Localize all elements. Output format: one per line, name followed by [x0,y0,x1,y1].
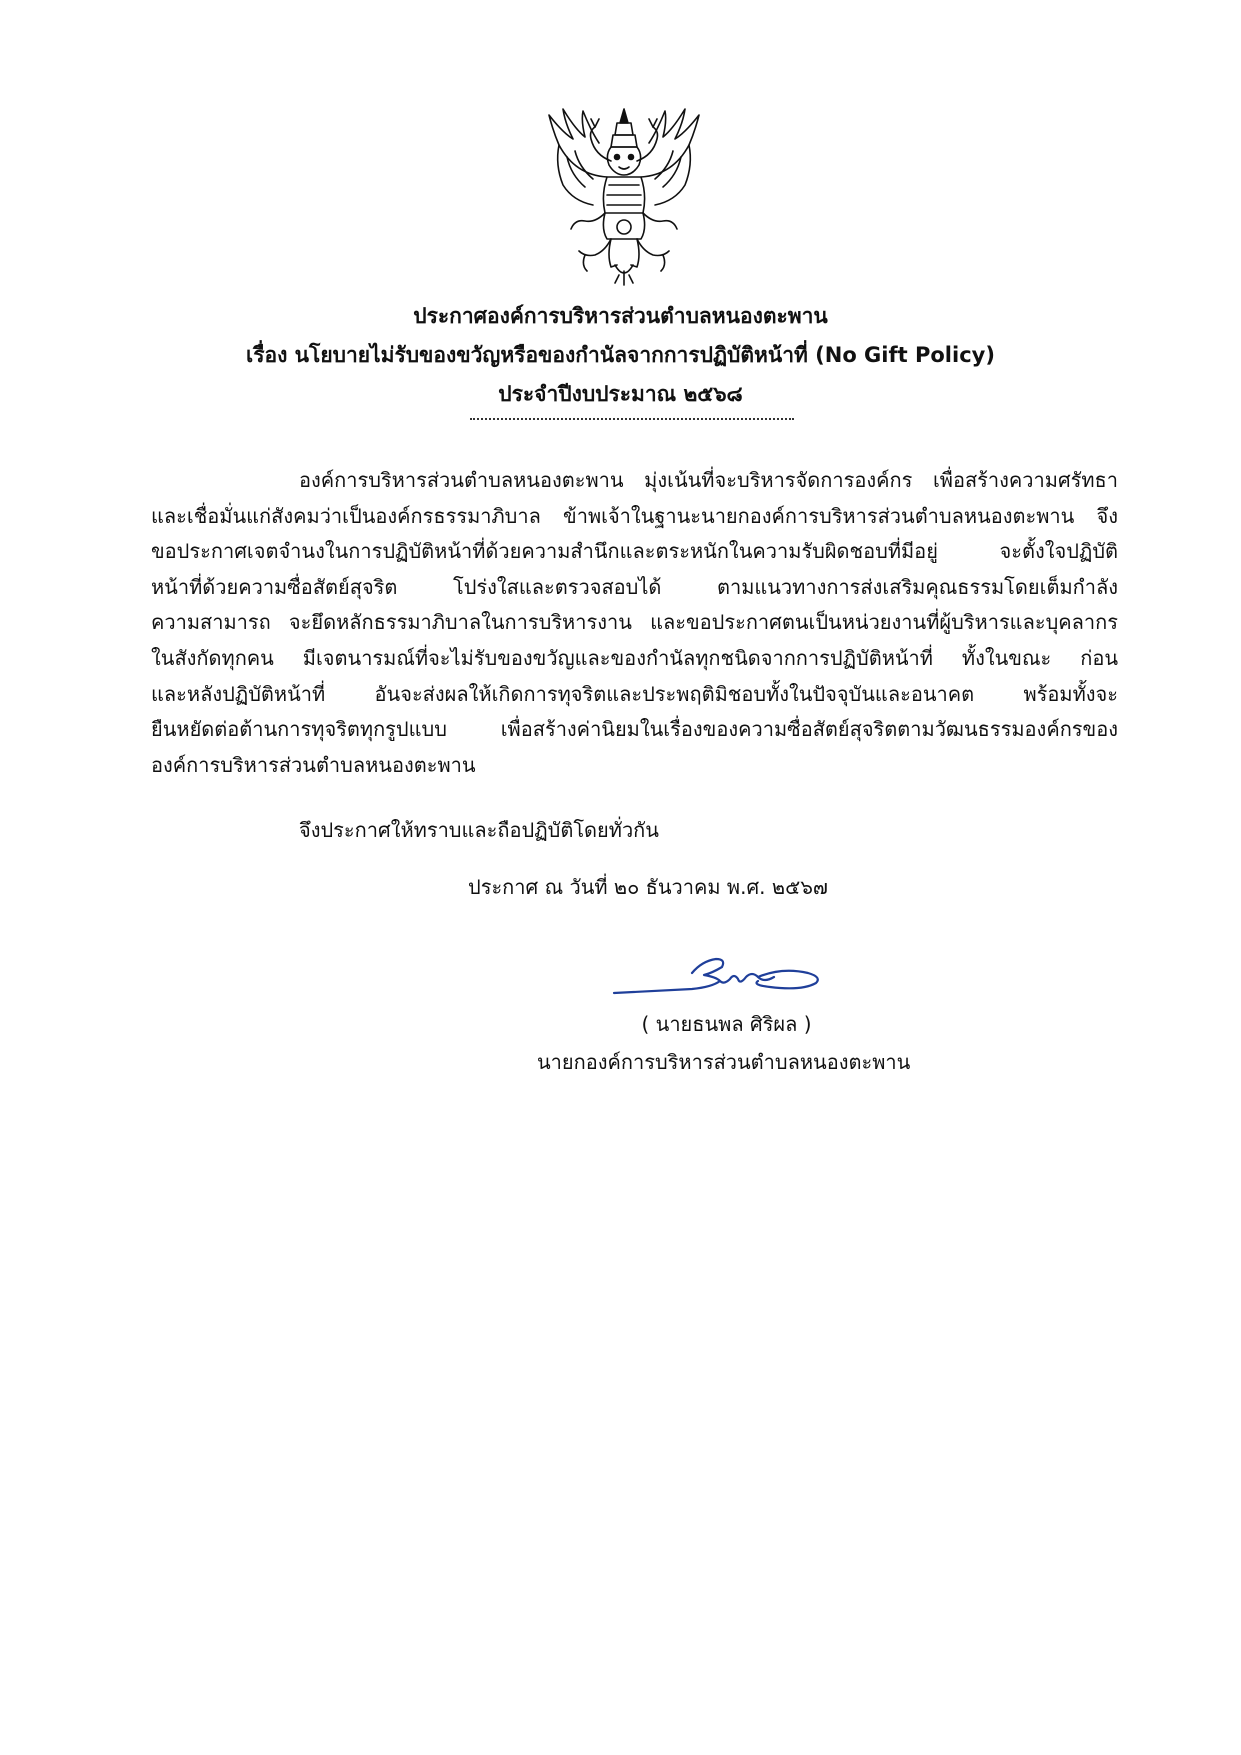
body-line: และเชื่อมั่นแก่สังคมว่าเป็นองค์กรธรรมาภิบาล ข้าพเจ้าในฐานะนายกองค์การบริหารส่วนตำบลหนองตะพาน จึง [151,503,1118,528]
closing-statement: จึงประกาศให้ทราบและถือปฏิบัติโดยทั่วกัน [299,818,659,842]
signer-title: นายกองค์การบริหารส่วนตำบลหนองตะพาน [537,1050,911,1074]
body-line: ยืนหยัดต่อต้านการทุจริตทุกรูปแบบ เพื่อสร้างค่านิยมในเรื่องของความซื่อสัตย์สุจริตตามวัฒนธรรมองค์กรของ [151,717,1118,742]
signer-name: ( นายธนพล ศิริผล ) [641,1012,812,1036]
header-subject: เรื่อง นโยบายไม่รับของขวัญหรือของกำนัลจากการปฏิบัติหน้าที่ (No Gift Policy) [246,343,995,367]
body-line: หน้าที่ด้วยความซื่อสัตย์สุจริต โปร่งใสและตรวจสอบได้ ตามแนวทางการส่งเสริมคุณธรรมโดยเต็มกำลัง [151,574,1118,599]
header-title: ประกาศองค์การบริหารส่วนตำบลหนองตะพาน [413,304,828,328]
header-fiscal-year: ประจำปีงบประมาณ ๒๕๖๘ [498,382,743,406]
body-line: ในสังกัดทุกคน มีเจตนารมณ์ที่จะไม่รับของขวัญและของกำนัลทุกชนิดจากการปฏิบัติหน้าที่ ทั้งในขณะ ก่อน [151,645,1118,670]
announcement-header [0,297,1241,414]
garuda-emblem-icon [545,105,703,287]
body-line: และหลังปฏิบัติหน้าที่ อันจะส่งผลให้เกิดการทุจริตและประพฤติมิชอบทั้งในปัจจุบันและอนาคต พร้อมทั้งจะ [151,681,1118,706]
announcement-date: ประกาศ ณ วันที่ ๒๐ ธันวาคม พ.ศ. ๒๕๖๗ [468,875,828,899]
body-line: องค์การบริหารส่วนตำบลหนองตะพาน [151,752,476,777]
body-line: ความสามารถ จะยึดหลักธรรมาภิบาลในการบริหารงาน และขอประกาศตนเป็นหน่วยงานที่ผู้บริหารและบุคลากร [151,610,1118,635]
body-paragraph [151,463,1118,783]
dotted-divider [470,418,794,420]
body-line: องค์การบริหารส่วนตำบลหนองตะพาน มุ่งเน้นที่จะบริหารจัดการองค์กร เพื่อสร้างความศรัทธา [299,468,1118,492]
body-line: ขอประกาศเจตจำนงในการปฏิบัติหน้าที่ด้วยความสำนึกและตระหนักในความรับผิดชอบที่มีอยู่ จะตั้งใจปฏิบัติ [151,539,1118,564]
handwritten-signature [612,937,826,1005]
